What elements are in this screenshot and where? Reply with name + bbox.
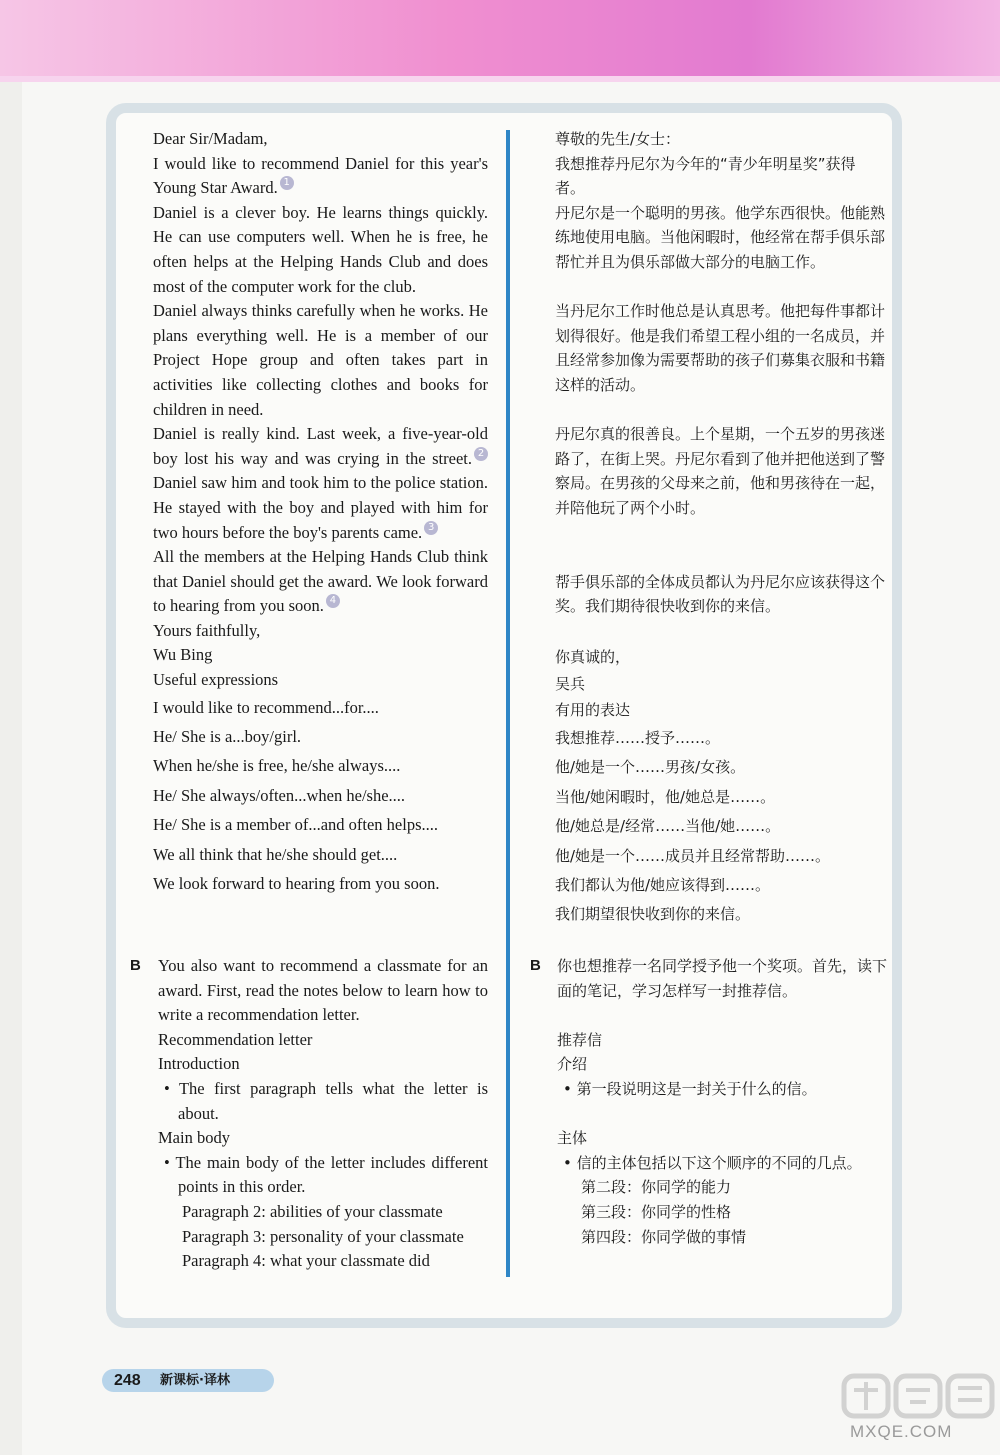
expression-item: We look forward to hearing from you soon. (153, 874, 440, 894)
zh-expression-item: 我们都认为他/她应该得到……。 (555, 875, 771, 894)
section-b-english (158, 954, 488, 1274)
expression-item: He/ She is a...boy/girl. (153, 727, 302, 747)
top-color-band (0, 0, 1000, 82)
section-b-body-label: Main body (158, 1128, 230, 1148)
letter-greeting: Dear Sir/Madam, (153, 129, 268, 148)
note-marker-1: 1 (280, 176, 294, 190)
zh-paragraph-4: 帮手俱乐部的全体成员都认为丹尼尔应该获得这个奖。我们期待很快收到你的来信。 (555, 572, 886, 616)
section-b-heading: Recommendation letter (158, 1029, 313, 1049)
expressions-title: Useful expressions (153, 670, 279, 690)
letter-closing: Yours faithfully, (153, 620, 261, 640)
zh-section-b-paragraph-3: 第三段：你同学的性格 (581, 1202, 732, 1221)
note-marker-4: 4 (326, 594, 340, 608)
page-number: 248 (114, 1372, 141, 1389)
zh-expressions-title: 有用的表达 (555, 700, 631, 719)
watermark-text: MXQE.COM (850, 1422, 953, 1441)
zh-expression-item: 我想推荐……授予……。 (555, 728, 721, 747)
page-margin-strip (0, 82, 22, 1455)
book-series-label: 新课标·译林 (160, 1373, 230, 1388)
zh-expression-item: 他/她总是/经常……当他/她……。 (555, 817, 781, 836)
letter-paragraph-2: Daniel always thinks carefully when he works. He plans everything well. He is a member of our Project Hope group and often takes part in activities like collecting clothes and books for children in need. (153, 301, 488, 419)
letter-paragraph-4: All the members at the Helping Hands Club think that Daniel should get the award. We look forward to hearing from you soon. 4 (153, 547, 488, 616)
zh-section-b-body-label: 主体 (557, 1129, 588, 1148)
zh-expression-item: 我们期望很快收到你的来信。 (555, 905, 751, 924)
section-b-body-bullet: • The main body of the letter includes different points in this order. (164, 1152, 488, 1197)
zh-paragraph-1: 丹尼尔是一个聪明的男孩。他学东西很快。他能熟练地使用电脑。当他闲暇时，他经常在帮手俱乐部帮忙并且为俱乐部做大部分的电脑工作。 (555, 203, 886, 271)
zh-section-b-heading: 推荐信 (557, 1030, 603, 1049)
expression-item: He/ She is a member of...and often helps.... (153, 815, 439, 835)
zh-paragraph-2: 当丹尼尔工作时他总是认真思考。他把每件事都计划得很好。他是我们希望工程小组的一名成员，并且经常参加像为需要帮助的孩子们募集衣服和书籍这样的活动。 (555, 302, 886, 394)
section-b-intro-label: Introduction (158, 1054, 240, 1074)
zh-paragraph-3: 丹尼尔真的很善良。上个星期，一个五岁的男孩迷路了，在街上哭。丹尼尔看到了他并把他送到了警察局。在男孩的父母来之前，他和男孩待在一起，并陪他玩了两个小时。 (555, 425, 886, 517)
zh-intro: 我想推荐丹尼尔为今年的“青少年明星奖”获得者。 (555, 154, 856, 198)
zh-section-b-paragraph-4: 第四段：你同学做的事情 (581, 1227, 747, 1246)
letter-paragraph-3: Daniel is really kind. Last week, a five-year-old boy lost his way and was crying in the street. 2Daniel saw him and took him to the police station. He stayed with the boy and played with him for two hours before the boy's parents came. 3 (153, 424, 488, 542)
zh-section-b-intro-bullet: • 第一段说明这是一封关于什么的信。 (563, 1079, 817, 1098)
zh-greeting: 尊敬的先生/女士： (555, 130, 681, 148)
zh-closing: 你真诚的， (555, 648, 631, 667)
expression-item: We all think that he/she should get.... (153, 844, 398, 864)
zh-expression-item: 他/她是一个……成员并且经常帮助……。 (555, 846, 831, 865)
section-b-intro-bullet: • The first paragraph tells what the letter is about. (164, 1078, 488, 1123)
section-b-tag-en: B (130, 957, 141, 974)
note-marker-2: 2 (474, 447, 488, 461)
expression-item: When he/she is free, he/she always.... (153, 756, 401, 776)
section-b-chinese (557, 954, 887, 1249)
english-letter-column (153, 127, 488, 899)
section-b-paragraph-3: Paragraph 3: personality of your classmate (182, 1226, 464, 1246)
zh-expression-item: 当他/她闲暇时，他/她总是……。 (555, 787, 776, 806)
expression-item: He/ She always/often...when he/she.... (153, 785, 406, 805)
zh-section-b-task: 你也想推荐一名同学授予他一个奖项。首先，读下面的笔记，学习怎样写一封推荐信。 (557, 957, 888, 1000)
zh-signature: 吴兵 (555, 675, 586, 694)
zh-section-b-body-bullet: • 信的主体包括以下这个顺序的不同的几点。 (563, 1153, 862, 1172)
zh-section-b-paragraph-2: 第二段：你同学的能力 (581, 1178, 732, 1197)
letter-signature: Wu Bing (153, 645, 213, 665)
expression-item: I would like to recommend...for.... (153, 697, 379, 717)
section-b-paragraph-4: Paragraph 4: what your classmate did (182, 1251, 430, 1271)
letter-intro: I would like to recommend Daniel for this year's Young Star Award. 1 (153, 153, 488, 198)
section-b-paragraph-2: Paragraph 2: abilities of your classmate (182, 1201, 443, 1221)
section-b-tag-zh: B (530, 957, 541, 974)
zh-section-b-intro-label: 介绍 (557, 1055, 588, 1074)
zh-expression-item: 他/她是一个……男孩/女孩。 (555, 758, 746, 777)
letter-paragraph-1: Daniel is a clever boy. He learns things quickly. He can use computers well. When he is free, he often helps at the Helping Hands Club and does most of the computer work for the club. (153, 202, 488, 296)
chinese-letter-column (555, 127, 885, 930)
section-b-task: You also want to recommend a classmate for an award. First, read the notes below to learn how to write a recommendation letter. (158, 956, 488, 1025)
note-marker-3: 3 (424, 521, 438, 535)
column-divider (506, 130, 510, 1277)
